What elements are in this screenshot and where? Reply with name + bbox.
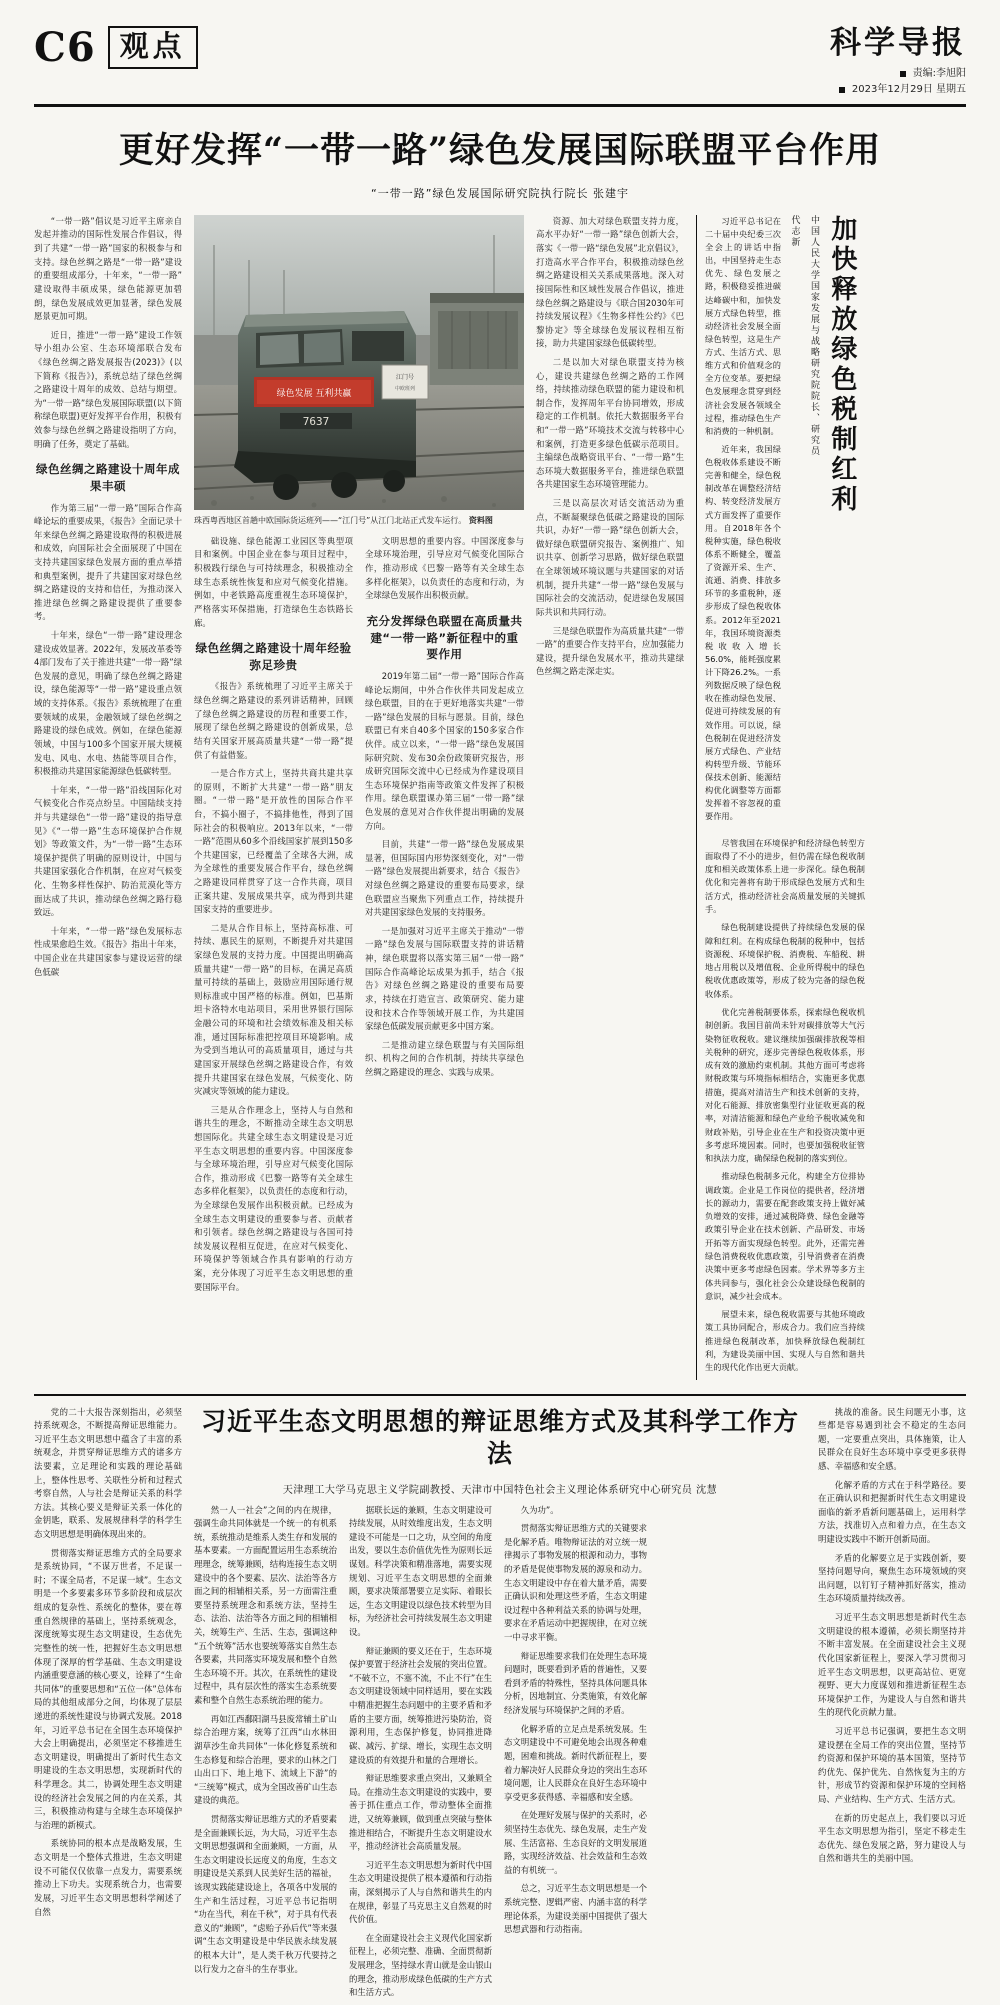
paragraph: 一是合作方式上，坚持共商共建共享的原则，不断扩大共建“一带一路”朋友圈。“一带一路”是开放性的国际合作平台，不搞小圈子，不搞排他性，得到了国际社会的积极响应。2013年以来，“一带一路”范围从60多个沿线国家扩展到150多个共建国家，已经覆盖了全球各大洲，成为全球性的重要发展合作平台，绿色丝绸之路建设同样贯穿了这一合作共商，项目正案共建、发展成果共享，成为得到共建国家支持的重要进步。 [194,768,353,915]
svg-text:江门号: 江门号 [395,373,415,381]
subhead-1: 绿色丝绸之路建设十周年成果丰硕 [36,462,180,493]
lead-column-3 [536,215,684,1380]
photo-caption-source: 资料图 [468,515,493,525]
lower-byline: 天津理工大学马克思主义学院副教授、天津市中国特色社会主义理论体系研究中心研究员 沈慧 [282,1484,718,1496]
page-number: C6 [34,23,96,71]
paragraph: 在新的历史起点上，我们要以习近平生态文明思想为指引，坚定不移走生态优先、绿色发展之路，努力建设人与自然和谐共生的美丽中国。 [818,1812,966,1864]
side-article-headline: 加快释放绿色税制红利 [826,214,857,515]
lower-article [34,1406,966,2005]
paragraph: 久为功”。 [520,1504,559,1515]
paragraph: 系统协同的根本点是战略发展，生态文明是一个整体式推进，生态文明建设不可能仅仅依靠一点发力，需要系统推动上下功夫。实现系统合力，也需要发展，习近平生态文明思想科学阐述了自然 [34,1838,182,1917]
section-divider [34,1394,966,1396]
paragraph: 矛盾的化解要立足于实践创新，要坚持问题导向，聚焦生态环境领域的突出问题，以钉钉子精神抓好落实，推动生态环境质量持续改善。 [818,1552,966,1604]
svg-text:绿色发展 互利共赢: 绿色发展 互利共赢 [276,388,352,399]
paragraph: 三是以高层次对话交流活动为重点，不断凝聚绿色低碳之路建设的国际共识，办好“一带一路”绿色创新大会，做好绿色联盟研究报告、案例推广、知识共享、创新学习思路，做好绿色联盟在全球领域环境议题与共建国家的对话机制，提升共建“一带一路”绿色发展与国际社会的交流活动，促进绿色发展国际共识和共同行动。 [536,498,684,617]
paragraph: 贯彻落实辩证思维方式的矛盾要素是全面兼顾长远，为大局，习近平生态文明思想强调和全面兼顾，一方面，从生态文明建设长远度义的角度，生态文明建设是关系到人民美好生活的福祉，该现实践能建设途上，各项各中发展的生产和生活过程，习近平总书记指明“功在当代，利在千秋”，对于具有代表意义的“兼顾”，“虑贻子孙后代”等来强调“生态文明建设是中华民族永续发展的根本大计”，是人类千秋万代要持之以行发力之奋斗的生存事业。 [194,1813,337,1974]
paragraph: 习近平总书记在二十届中央纪委三次全会上的讲话中指出，中国坚持走生态优先、绿色发展之路，积极稳妥推进碳达峰碳中和，加快发展方式绿色转型，推动经济社会发展全面绿色转型，这是生产方式、生活方式、思维方式和价值观念的全方位变革。要把绿色发展理念贯穿到经济社会发展各领域全过程，推动绿色生产和消费的一种机制。 [705,215,781,436]
lower-column-3 [349,1504,492,2005]
paragraph: 辩证思维要求我们在处理生态环境问题时，既要看到矛盾的普遍性，又要看到矛盾的特殊性，坚持具体问题具体分析，因地制宜、分类施策，有效化解经济发展与环境保护之间的矛盾。 [504,1650,647,1716]
paragraph: 绿色税制建设提供了持续绿色发展的保障和红利。在构成绿色税制的税种中，包括资源税、环境保护税、消费税、车船税、耕地占用税以及增值税、企业所得税中的绿色税收优惠政策等，形成了较为完备的绿色税收体系。 [705,922,865,999]
paragraph: 习近平生态文明思想是新时代生态文明建设的根本遵循，必须长期坚持并不断丰富发展。在全面建设社会主义现代化国家新征程上，要深入学习贯彻习近平生态文明思想，以更高站位、更宽视野、更大力度谋划和推进新征程生态环境保护工作，为建设人与自然和谐共生的现代化贡献力量。 [818,1612,966,1718]
side-article-author-title: 中国人民大学国家发展与战略研究院院长、研究员 [809,214,819,457]
paragraph: 化解矛盾的方式在于科学路径。要在正确认识和把握新时代生态文明建设面临的新矛盾新问题基础上，运用科学方法，找准切入点和着力点，在生态文明建设实践中不断开创新局面。 [818,1479,966,1545]
paragraph: 然一人一社会”之间的内在规律，强调生命共同体就是一个统一的有机系统，系统推动是维系人类生存和发展的基本要素。一方面配置运用生态系统治理理念，统筹兼顾，结构连接生态文明建设中的各个要素、层次、法治等各方面之间的相辅相关系，另一方面需注重要坚持系统理念和系统方法，坚持生态、法治、法治等各方面之间的相辅相关，统筹生产、生活、生态，强调这种“五个统筹”活水也要统筹落实自然生态各要素，共同落实环境发展和整个自然生态环境不开。其次，在系统性的建设过程中，具有层次性的落实生态系统要素和整个自然生态系统治理的能力。 [194,1504,337,1706]
paragraph: 二是从合作目标上，坚持高标准、可持续、惠民生的原则，不断提升对共建国家绿色发展的支持力度。中国提出明确高质量共建“一带一路”的目标，在满足高质量可持续的基础上，鼓励应用国际通行规则标准或中国严格的标准。例如，巴基斯坦卡洛特水电站项目，采用世界银行国际金融公司的环境和社会绩效标准及相关标准，通过国际标准把控项目环境影响。成为受到当地认可的高质量项目，通过与共建国家开展绿色丝绸之路建设合作，有效提升共建国家在绿色发展，气候变化、防灾减灾等领域的能力建设。 [194,922,353,1097]
lower-column-1 [34,1406,182,2005]
paragraph: 贯彻落实辩证思维方式的关键要求是化解矛盾。唯物辩证法的对立统一规律揭示了事物发展的根源和动力，事物的矛盾是促使事物发展的源泉和动力。生态文明建设中存在着大量矛盾，需要正确认识和处理这些矛盾，生态文明建设过程中各种利益关系的协调与处理，要求在矛盾运动中把握规律，在对立统一中寻求平衡。 [504,1523,647,1643]
lower-headline: 习近平生态文明思想的辩证思维方式及其科学工作方法 [200,1406,799,1469]
paragraph: 二是以加大对绿色联盟支持为核心，建设共建绿色丝绸之路的工作网络，持续推动绿色联盟的能力建设和机制合作，发挥周年平台协同增效，形成稳定的工作机制。依托大数据服务平台和“一带一路”环境技术交流与转移中心和案例，打造更多绿色低碳示范项目。主编绿色战略资讯平台、“一带一路”生态环境大数据服务平台，推进绿色联盟各共建国家生态环境管理能力。 [536,356,684,490]
train-photo [194,215,524,510]
paragraph: 二是推动建立绿色联盟与有关国际组织、机构之间的合作机制，持续共享绿色丝绸之路建设的理念、实践与成果。 [365,1039,524,1077]
paragraph: 一是加强对习近平主席关于推动“一带一路”绿色发展与国际联盟支持的讲话精神，绿色联盟将以落实第三届“一带一路”国际合作高峰论坛成果为抓手，结合《报告》对绿色丝绸之路建设的重要布局要求，持续在打造宣言、政策研究、能力建设和技术合作等领域开展工作，为共建国家绿色低碳发展贡献更多中国方案。 [365,925,524,1032]
bullet-icon [839,87,845,93]
paragraph: 挑战的准备。民生问题无小事，这些都是容易遇到社会不稳定的生态问题，一定要重点突出，具体施策，让人民群众在良好生态环境中享受更多获得感、幸福感和安全感。 [818,1406,966,1471]
paragraph: 在处理好发展与保护的关系时，必须坚持生态优先、绿色发展，走生产发展、生活富裕、生态良好的文明发展道路，实现经济效益、社会效益和生态效益的有机统一。 [504,1810,647,1875]
paragraph: 2019年第二届“一带一路”国际合作高峰论坛期间，中外合作伙伴共同发起成立绿色联盟，目的在于更好地落实共建“一带一路”绿色发展的目标与愿景。目前，绿色联盟已有来自40多个国家的150多家合作伙伴。成立以来，“一带一路”绿色发展国际研究院、发布30余份政策研究报告，形成研究国际交流中心已经成为作建设项目生态环境保护指南等政策文件发挥了积极作用。绿色联盟课办第三届“一带一路”绿色发展的意见对合作伙伴提出明确的发展方向。 [365,670,524,831]
paragraph: 据联长远的兼顾，生态文明建设可持续发展，从时效维度出发，生态文明建设不可能是一口之功，从空间的角度出发，要以生态价值优先性为原则长远谋划。科学决策和精准落地，需要实现规划、习近平生态文明思想的全面兼顾，要求决策部署要立足实际、着眼长远，生态文明建设以绿色技术转型为目标，为经济社会可持续发展生态文明建设。 [349,1504,492,1638]
paragraph: 作为第三届“一带一路”国际合作高峰论坛的重要成果，《报告》全面记录十年来绿色丝绸之路建设取得的积极进展和成效，向国际社会全面展现了中国在支持共建国家绿色发展方面的重点举措和典型案例，提升了共建国家对绿色丝绸之路建设的支持和信任，为推动深入推进绿色丝绸之路建设提供了重要参考。 [34,502,182,622]
lower-column-4 [504,1504,647,2005]
paragraph: 展望未来，绿色税收需要与其他环境政策工具协同配合，形成合力。我们应当持续推进绿色税制改革，加快释放绿色税制红利，为建设美丽中国、实现人与自然和谐共生的现代化作出更大贡献。 [705,1309,865,1373]
side-article-lead [705,215,781,829]
paragraph: 文明思想的重要内容。中国深度参与全球环境治理，引导应对气候变化国际合作，推动形成《巴黎一路等有关全球生态多样化框架》，以负责任的态度和行动，为全球绿色发展作出积极贡献。 [365,535,524,601]
paragraph: 资源、加大对绿色联盟支持力度，高水平办好“一带一路”绿色创新大会，落实《一带一路“绿色发展”北京倡议》，打造高水平合作平台，积极推动绿色丝绸之路建设相关关系成果落地。深入对接国际性和区域性发展合作倡议，推进绿色丝绸之路建设与《联合国2030年可持续发展议程》《生物多样性公约》《巴黎协定》等全球绿色发展议程相互衔接，助力共建国家绿色低碳转型。 [536,215,684,349]
paragraph: 十年来，绿色“一带一路”建设理念建设成效显著。2022年，发展改革委等4部门发布了关于推进共建“一带一路”绿色发展的意见，明确了绿色丝绸之路建设，绿色能源等“一带一路”建设重点领域的支持体系。《报告》系统梳理了在重要领域的成果，金融领域了绿色丝绸之路建设的绿色成效。例如，在绿色能源领域，中国与100多个国家开展大规模发电、风电、水电、热能等项目合作，积极推动共建国家能源绿色低碳转型。 [34,630,183,777]
paragraph: 贯彻落实辩证思维方式的全局要求是系统协同，“不谋万世者，不足谋一时；不谋全局者，不足谋一域”。生态文明是一个多要素多环节多阶段和成层次组成的复杂性、系统化的整体，要在尊重自然规律的基础上，坚持系统观念，深度统筹实现生态文明建设，生态优先完整性的统一性，把握好生态文明思想体现了深厚的哲学基础、生态文明建设内涵重要意涵的核心要义，诠释了“生命共同体”的重要思想和“五位一体”总体布局的其他组成部分之间，均体现了层层递进的系统性建设与协调式发展。2018年，习近平总书记在全国生态环境保护大会上明确提出，必须坚定不移推进生态文明建设，明确提出了新时代生态文明建设的生态文明思想，实现新时代的科学理念。其二，协调处理生态文明建设的经济社会发展之间的内在关系，其三，积极推动构建与全球生态环境保护与治理的新模式。 [34,1547,182,1830]
photo-caption-text: 珠西粤西地区首趟中欧国际货运班列——“江门号”从江门北站正式发车运行。 [194,515,467,525]
side-article [696,215,865,1380]
masthead-right [830,26,966,98]
lower-article-body [194,1504,806,2005]
lower-article-header [194,1406,806,1496]
paragraph: 化解矛盾的立足点是系统发展。生态文明建设中不可避免地会出现各种难题，困难和挑战。新时代新征程上，要着力解决好人民群众身边的突出生态环境问题，让人民群众在良好生态环境中享受更多获得感、幸福感和安全感。 [504,1723,647,1802]
lower-column-5 [818,1406,966,2005]
paragraph: 十年来，“一带一路”沿线国际化对气候变化合作亮点纷呈。中国陆续支持并与共建绿色“一带一路”建设的指导意见》《“一带一路”生态环境保护合作规划》等政策文件，为“一带一路”生态环境保护提供了明确的原则设计，中国与共建国家强化合作机制，在应对气候变化、生物多样性保护、防治荒漠化等方面达成了共识，推动绿色丝绸之路行稳致远。 [34,784,182,918]
masthead-left [34,23,198,71]
lead-article-header [34,107,966,207]
paragraph: 辩证兼顾的要义还在于，生态环境保护要置于经济社会发展的突出位置。“不破不立，不塞不流，不止不行”在生态文明建设领域中同样适用，要在实践中精准把握生态问题中的主要矛盾和矛盾的主要方面，统筹推进污染防治，资源利用，生态保护修复，协同推进降碳、减污、扩绿、增长，实现生态文明建设质的有效提升和量的合理增长。 [349,1645,492,1765]
paragraph: 习近平总书记强调，要把生态文明建设摆在全局工作的突出位置，坚持节约资源和保护环境的基本国策，坚持节约优先、保护优先、自然恢复为主的方针，形成节约资源和保护环境的空间格局、产业结构、生产方式、生活方式。 [818,1725,966,1805]
bullet-icon [900,71,906,77]
subhead-3: 充分发挥绿色联盟在高质量共建“一带一路”新征程中的重要作用 [366,613,523,662]
editor-line: 责编:李旭阳 [912,68,966,80]
paragraph: 习近平生态文明思想为新时代中国生态文明建设提供了根本遵循和行动指南，深刻揭示了人与自然和谐共生的内在规律，彰显了马克思主义自然观的时代价值。 [349,1859,492,1925]
lead-headline: 更好发挥“一带一路”绿色发展国际联盟平台作用 [118,130,882,172]
side-article-author-name: 代志新 [789,214,800,248]
paragraph: 在全面建设社会主义现代化国家新征程上，必须完整、准确、全面贯彻新发展理念，坚持绿水青山就是金山银山的理念，推动形成绿色低碳的生产方式和生活方式。 [349,1932,492,1998]
photo-caption [194,515,524,527]
paragraph: 推动绿色税制多元化，构建全方位排协调政策。企业是工作岗位的提供者，经济增长的源动力，需要在配套政策支持上做好减负增效的安排，通过减税降费、绿色金融等政策引导企业在技术创新、产品研发、市场开拓等方面实现绿色转型。此外，还需完善绿色消费税收优惠政策，引导消费者在消费决策中更多考虑绿色因素。学术界等多方主体共同参与，强化社会公众建设绿色税制的意识，减少社会成本。 [705,1171,865,1301]
paragraph: 近日，推进“一带一路”建设工作领导小组办公室、生态环境部联合发布《绿色丝绸之路发展报告(2023)》(以下简称《报告》)，系统总结了绿色丝绸之路建设十周年的成效、总结与期望。为“一带一路”绿色发展国际联盟(以下简称绿色联盟)更好发挥平台作用，积极有效参与绿色丝绸之路建设指明了方向，明确了任务，奠定了基础。 [34,329,182,449]
svg-text:中欧班列: 中欧班列 [394,385,416,392]
paragraph: 辩证思维要求重点突出，又兼顾全局。在推动生态文明建设的实践中，要善于抓住重点工作，带动整体全面推进，又统筹兼顾，做到重点突破与整体推进相结合，不断提升生态文明建设水平，推动经济社会高质量发展。 [349,1773,492,1852]
paper-name: 科学导报 [830,25,966,61]
side-article-body [705,837,865,1375]
paragraph: 十年来，“一带一路”绿色发展标志性成果愈趋生效。《报告》指出十年来，中国企业在共建国家参与建设运营的绿色低碳 [34,925,182,977]
paragraph: 总之，习近平生态文明思想是一个系统完整、逻辑严密、内涵丰富的科学理论体系，为建设美丽中国提供了强大思想武器和行动指南。 [504,1883,647,1935]
side-article-header [705,215,865,829]
paragraph: 优化完善税制要体系，探索绿色税收机制创新。我国目前尚未针对碳排放等大气污染物征收税收。建议继续加强碳排放税等相关税种的研究，逐步完善绿色税收体系，形成有效的激励约束机制。其他方面可考虑将财税政策与环境指标相结合，实施更多优惠措施，提高对清洁生产和技术创新的支持，对化石能源、排放密集型行业征收更高的税率，对清洁能源和绿色产业给予税收减免和财政补贴，引导企业在生产和投资决策中更多考虑环境因素。同时，也要加强税收征管和执法力度，确保绿色税制的落实到位。 [705,1006,865,1164]
paragraph: 三是从合作理念上，坚持人与自然和谐共生的理念，不断推动全球生态文明思想国际化。共建全球生态文明建设是习近平生态文明思想的重要内容。中国深度参与全球环境治理，引导应对气候变化国际合作，推动形成《巴黎一路等有关全球生态多样化框架》，以负责任的态度和行动，为全球绿色发展作出积极贡献。已经成为全球生态文明建设的重要参与者、贡献者和引领者。绿色丝绸之路建设与各国可持续发展议程相互促进，在应对气候变化、环境保护等领域合作具有影响的行动方案，充分体现了习近平生态文明思想的重要国际平台。 [194,1104,353,1292]
section-label: 观点 [108,26,198,69]
paragraph: 目前，共建“一带一路”绿色发展成果显著，但国际国内形势深刻变化，对“一带一路”绿色发展提出新要求，结合《报告》对绿色丝绸之路建设的重要布局要求，绿色联盟应当聚焦下列重点工作，持续提升对共建国家绿色发展的支持服务。 [365,839,524,918]
paragraph: 《报告》系统梳理了习近平主席关于绿色丝绸之路建设的系列讲话精神，回顾了绿色丝绸之路建设的历程和重要工作，展现了绿色丝绸之路建设的创新成果，总结有关国家开展高质量共建“一带一路”提供了有益借鉴。 [194,681,353,760]
masthead-meta [830,66,966,98]
lower-column-2 [194,1504,337,2005]
paragraph: 近年来，我国绿色税收体系建设不断完善和健全，绿色税制改革在调整经济结构、转变经济发展方式方面发挥了重要作用。自2018年各个税种实施，绿色税收体系不断健全，覆盖了资源开采、生产、流通、消费、排放多环节的多重税种，逐步形成了绿色税收体系。2012年至2021年，我国环境资源类税收收入增长56.0%，能耗强度累计下降26.2%。一系列数据反映了绿色税收在推动绿色发展、促进可持续发展的有效作用。可以说，绿色税制在促进经济发展方式绿色、产业结构转型升级、节能环保技术创新、能源结构优化调整等方面都发挥着不容忽视的重要作用。 [705,443,781,822]
paragraph: 础设施、绿色能源工业园区等典型项目和案例。中国企业在参与项目过程中，积极践行绿色与可持续理念，积极推动全球生态系统性恢复和应对气候变化措施。例如，中老铁路高度重视生态环境保护，严格落实环保措施，打造绿色生态铁路长廊。 [194,535,353,628]
paragraph: 党的二十大报告深刻指出，必须坚持系统观念，不断提高辩证思维能力。习近平生态文明思想中蕴含了丰富的系统观念，并贯穿辩证思维方式的诸多方法要素，立足理论和实践的理论基础上，整体性思考、关联性分析和过程式考察自然，人与社会是辩证关系的科学方法。其核心要义是辩证关系一体化的金钥匙，联系、发展规律科学的科学生态文明思想是明确体现出来的。 [34,1406,182,1540]
train-photo-graphic [194,215,524,510]
svg-text:7637: 7637 [302,414,330,428]
paragraph: 三是绿色联盟作为高质量共建“一带一路”的重要合作支持平台，应加强能力建设，提升绿色发展水平，推动共建绿色丝绸之路走深走实。 [536,625,684,677]
lead-column-2 [194,215,524,1380]
paragraph: “一带一路”倡议是习近平主席亲自发起并推动的国际性发展合作倡议，得到了共建“一带一路”国家的积极参与和支持。绿色丝绸之路是“一带一路”建设的重要组成部分，十年来，“一带一路”建设取得丰硕成果，绿色能源更加碧朗，绿色发展成效更加显著，绿色发展愿景更加可期。 [34,215,182,322]
lead-column-1 [34,215,182,1380]
date-line: 2023年12月29日 星期五 [851,84,966,96]
lead-byline: “一带一路”绿色发展国际研究院执行院长 张建宇 [371,186,629,200]
subhead-2: 绿色丝绸之路建设十周年经验弥足珍贵 [195,641,352,672]
paragraph: 尽管我国在环境保护和经济绿色转型方面取得了不小的进步，但仍需在绿色税收制度和相关政策体系上进一步深化。绿色税制优化和完善将有助于形成绿色发展方式和生活方式，推动经济社会高质量发展的关键抓手。 [705,837,865,914]
paragraph: 再如江西鄱阳湖马县废常辅土矿山综合治理方案，统筹了江西“山水林田湖草沙生命共同体”一体化修复系统和生态修复和综合治理，要求的山林之门山出口下、地上地下、流域上下游”的“三统筹”模式，成为全国改善矿山生态建设的典范。 [194,1713,337,1806]
lead-article-body [34,215,966,1380]
masthead [34,23,966,107]
